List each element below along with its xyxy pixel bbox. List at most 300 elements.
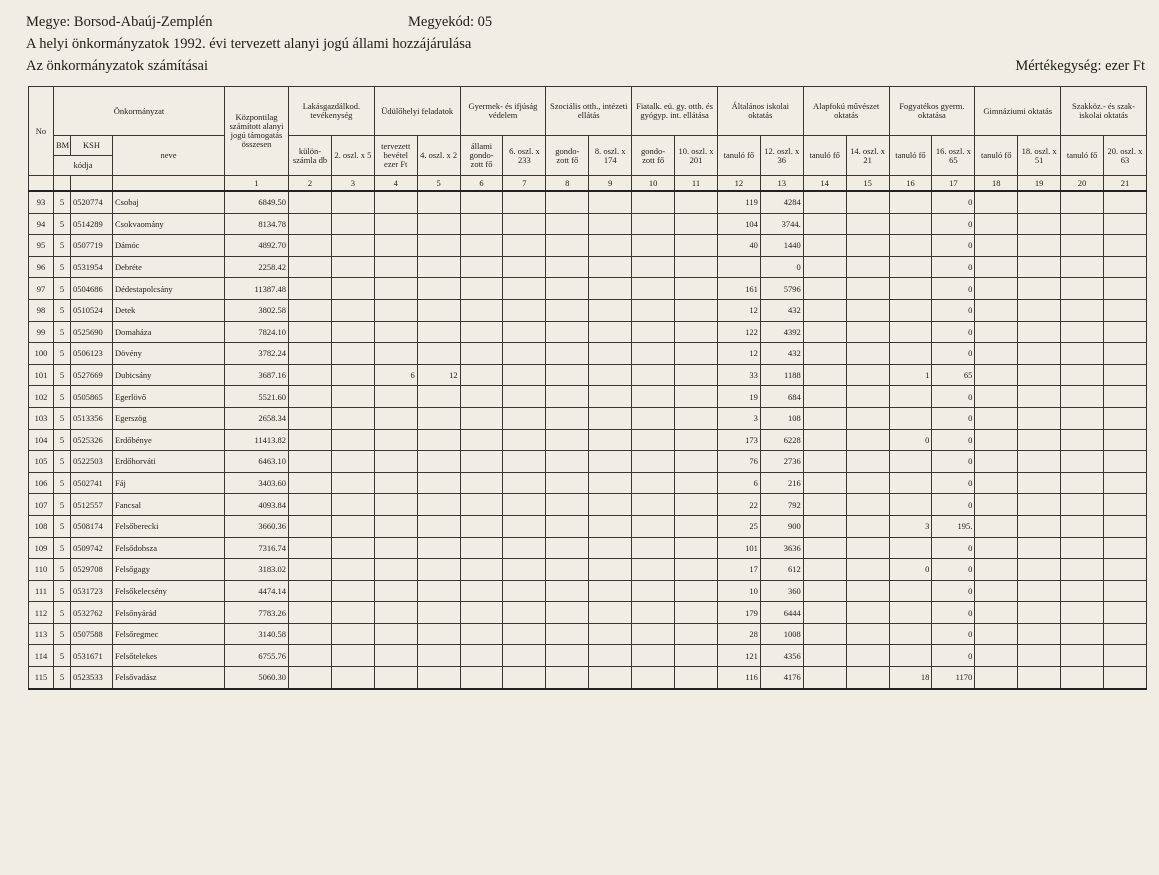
bm-code: 5 <box>54 580 71 602</box>
value-cell <box>846 667 889 689</box>
table-row <box>29 191 1147 213</box>
value-cell <box>374 429 417 451</box>
table-row <box>29 515 1147 537</box>
value-cell <box>289 321 332 343</box>
value-cell <box>546 429 589 451</box>
table-row <box>29 537 1147 559</box>
municipality-name: Fancsal <box>113 494 225 516</box>
value-cell <box>331 623 374 645</box>
value-cell <box>803 256 846 278</box>
value-cell <box>374 191 417 213</box>
value-cell <box>1018 256 1061 278</box>
value-cell <box>374 386 417 408</box>
table-row <box>29 451 1147 473</box>
ksh-code: 0508174 <box>71 515 113 537</box>
value-cell <box>460 537 503 559</box>
value-cell <box>803 580 846 602</box>
value-cell <box>289 559 332 581</box>
value-cell <box>331 213 374 235</box>
value-cell <box>546 515 589 537</box>
bm-code: 5 <box>54 494 71 516</box>
value-cell <box>846 645 889 667</box>
bm-code: 5 <box>54 623 71 645</box>
value-cell <box>460 213 503 235</box>
row-number: 101 <box>29 364 54 386</box>
value-cell: 0 <box>932 602 975 624</box>
value-cell <box>546 278 589 300</box>
bm-code: 5 <box>54 537 71 559</box>
value-cell: 0 <box>932 299 975 321</box>
value-cell <box>803 645 846 667</box>
value-cell: 0 <box>932 580 975 602</box>
column-number: 16 <box>889 176 932 192</box>
value-cell <box>589 343 632 365</box>
value-cell <box>1104 602 1147 624</box>
header-onkormanyzat: Önkormányzat <box>54 87 225 136</box>
header-group: Alapfokú művészet oktatás <box>803 87 889 136</box>
value-cell <box>460 429 503 451</box>
value-cell <box>846 515 889 537</box>
value-cell <box>417 386 460 408</box>
municipality-name: Dövény <box>113 343 225 365</box>
value-cell <box>675 667 718 689</box>
value-cell: 0 <box>932 559 975 581</box>
value-cell <box>846 494 889 516</box>
table-row <box>29 407 1147 429</box>
subheader: gondo- zott fő <box>546 136 589 176</box>
value-cell <box>1061 364 1104 386</box>
value-cell <box>460 494 503 516</box>
value-cell: 4356 <box>760 645 803 667</box>
value-cell <box>589 213 632 235</box>
header-neve: neve <box>113 136 225 176</box>
header-bm: BM <box>54 136 71 156</box>
value-cell <box>546 235 589 257</box>
column-number: 13 <box>760 176 803 192</box>
value-cell <box>846 537 889 559</box>
value-cell <box>846 299 889 321</box>
value-cell: 0 <box>932 537 975 559</box>
header-group: Általános iskolai oktatás <box>717 87 803 136</box>
value-cell <box>675 407 718 429</box>
value-cell <box>503 451 546 473</box>
total-value: 7824.10 <box>225 321 289 343</box>
column-number: 3 <box>331 176 374 192</box>
value-cell <box>1061 191 1104 213</box>
value-cell: 65 <box>932 364 975 386</box>
value-cell <box>975 602 1018 624</box>
value-cell <box>1104 407 1147 429</box>
value-cell <box>1104 515 1147 537</box>
total-value: 11387.48 <box>225 278 289 300</box>
value-cell <box>803 623 846 645</box>
value-cell <box>331 667 374 689</box>
value-cell: 0 <box>932 256 975 278</box>
value-cell <box>417 537 460 559</box>
value-cell <box>846 235 889 257</box>
value-cell <box>632 429 675 451</box>
value-cell <box>589 667 632 689</box>
ksh-code: 0527669 <box>71 364 113 386</box>
value-cell <box>546 407 589 429</box>
value-cell <box>975 515 1018 537</box>
municipality-name: Felsőberecki <box>113 515 225 537</box>
value-cell <box>417 235 460 257</box>
value-cell <box>589 602 632 624</box>
value-cell <box>417 213 460 235</box>
value-cell <box>589 235 632 257</box>
value-cell <box>975 451 1018 473</box>
value-cell <box>460 321 503 343</box>
subheader: 4. oszl. x 2 <box>417 136 460 176</box>
total-value: 4892.70 <box>225 235 289 257</box>
value-cell <box>889 278 932 300</box>
value-cell <box>289 515 332 537</box>
row-number: 98 <box>29 299 54 321</box>
value-cell <box>675 429 718 451</box>
value-cell <box>975 537 1018 559</box>
municipality-name: Dubicsány <box>113 364 225 386</box>
value-cell <box>1061 235 1104 257</box>
value-cell <box>803 667 846 689</box>
value-cell <box>331 494 374 516</box>
value-cell <box>546 559 589 581</box>
header-group: Lakásgazdálkod. tevékenység <box>289 87 375 136</box>
value-cell <box>846 559 889 581</box>
column-number: 20 <box>1061 176 1104 192</box>
county-label: Megye: Borsod-Abaúj-Zemplén <box>26 14 213 30</box>
value-cell: 0 <box>932 343 975 365</box>
value-cell: 40 <box>717 235 760 257</box>
value-cell <box>846 580 889 602</box>
value-cell <box>1061 623 1104 645</box>
value-cell <box>503 667 546 689</box>
value-cell <box>331 299 374 321</box>
value-cell <box>331 602 374 624</box>
value-cell <box>289 494 332 516</box>
municipality-name: Egerlövő <box>113 386 225 408</box>
value-cell <box>889 407 932 429</box>
value-cell <box>331 321 374 343</box>
total-value: 3660.36 <box>225 515 289 537</box>
row-number: 106 <box>29 472 54 494</box>
value-cell: 216 <box>760 472 803 494</box>
value-cell: 22 <box>717 494 760 516</box>
ksh-code: 0509742 <box>71 537 113 559</box>
row-number: 99 <box>29 321 54 343</box>
header-group: Gyermek- és ifjúság védelem <box>460 87 546 136</box>
value-cell <box>675 364 718 386</box>
value-cell <box>632 602 675 624</box>
value-cell <box>503 580 546 602</box>
ksh-code: 0512557 <box>71 494 113 516</box>
value-cell <box>1018 623 1061 645</box>
value-cell: 0 <box>932 321 975 343</box>
value-cell <box>632 407 675 429</box>
value-cell <box>803 451 846 473</box>
value-cell <box>846 343 889 365</box>
total-value: 5060.30 <box>225 667 289 689</box>
bm-code: 5 <box>54 451 71 473</box>
value-cell <box>975 472 1018 494</box>
value-cell <box>675 343 718 365</box>
value-cell <box>975 235 1018 257</box>
value-cell: 25 <box>717 515 760 537</box>
bm-code: 5 <box>54 515 71 537</box>
value-cell <box>1061 386 1104 408</box>
value-cell <box>675 191 718 213</box>
value-cell: 0 <box>932 494 975 516</box>
value-cell <box>1104 256 1147 278</box>
total-value: 3183.02 <box>225 559 289 581</box>
value-cell <box>374 343 417 365</box>
value-cell <box>331 645 374 667</box>
subheader: tanuló fő <box>803 136 846 176</box>
value-cell: 612 <box>760 559 803 581</box>
value-cell <box>889 343 932 365</box>
value-cell <box>289 580 332 602</box>
column-number: 21 <box>1104 176 1147 192</box>
value-cell: 4392 <box>760 321 803 343</box>
value-cell <box>803 494 846 516</box>
header-group: Szakköz.- és szak- iskolai oktatás <box>1061 87 1147 136</box>
value-cell <box>374 494 417 516</box>
value-cell <box>417 256 460 278</box>
value-cell <box>460 515 503 537</box>
value-cell <box>331 278 374 300</box>
value-cell <box>846 191 889 213</box>
table-row <box>29 343 1147 365</box>
municipality-name: Csobaj <box>113 191 225 213</box>
value-cell <box>632 364 675 386</box>
value-cell: 792 <box>760 494 803 516</box>
value-cell <box>503 645 546 667</box>
value-cell: 0 <box>932 429 975 451</box>
value-cell <box>889 602 932 624</box>
column-number: 19 <box>1018 176 1061 192</box>
value-cell: 432 <box>760 343 803 365</box>
value-cell <box>1104 537 1147 559</box>
value-cell: 195. <box>932 515 975 537</box>
value-cell <box>1018 451 1061 473</box>
value-cell <box>1104 321 1147 343</box>
value-cell <box>1104 299 1147 321</box>
bm-code: 5 <box>54 343 71 365</box>
column-number: 10 <box>632 176 675 192</box>
value-cell <box>589 278 632 300</box>
value-cell <box>331 580 374 602</box>
value-cell <box>546 213 589 235</box>
ksh-code: 0531954 <box>71 256 113 278</box>
value-cell <box>289 602 332 624</box>
value-cell <box>503 343 546 365</box>
header-group: Fogyatékos gyerm. oktatása <box>889 87 975 136</box>
column-number: 15 <box>846 176 889 192</box>
value-cell <box>1018 386 1061 408</box>
value-cell <box>632 321 675 343</box>
value-cell <box>1104 667 1147 689</box>
value-cell <box>632 580 675 602</box>
value-cell <box>289 407 332 429</box>
value-cell <box>589 256 632 278</box>
total-value: 3403.60 <box>225 472 289 494</box>
value-cell <box>803 321 846 343</box>
value-cell <box>503 537 546 559</box>
municipality-name: Debréte <box>113 256 225 278</box>
value-cell <box>803 191 846 213</box>
value-cell: 0 <box>932 407 975 429</box>
value-cell <box>632 537 675 559</box>
value-cell <box>675 451 718 473</box>
value-cell <box>503 321 546 343</box>
value-cell <box>289 191 332 213</box>
value-cell <box>374 321 417 343</box>
column-number: 1 <box>225 176 289 192</box>
value-cell <box>675 386 718 408</box>
value-cell <box>546 623 589 645</box>
value-cell: 4176 <box>760 667 803 689</box>
value-cell <box>1104 429 1147 451</box>
value-cell <box>417 559 460 581</box>
value-cell <box>889 537 932 559</box>
ksh-code: 0513356 <box>71 407 113 429</box>
value-cell <box>889 256 932 278</box>
value-cell <box>675 515 718 537</box>
value-cell <box>717 256 760 278</box>
value-cell <box>589 451 632 473</box>
value-cell <box>374 213 417 235</box>
value-cell <box>1018 429 1061 451</box>
value-cell <box>417 623 460 645</box>
total-value: 2658.34 <box>225 407 289 429</box>
column-number: 7 <box>503 176 546 192</box>
value-cell <box>589 537 632 559</box>
value-cell <box>417 321 460 343</box>
value-cell <box>331 472 374 494</box>
ksh-code: 0505865 <box>71 386 113 408</box>
value-cell: 104 <box>717 213 760 235</box>
total-value: 3140.58 <box>225 623 289 645</box>
value-cell: 18 <box>889 667 932 689</box>
value-cell <box>589 321 632 343</box>
row-number: 105 <box>29 451 54 473</box>
row-number: 100 <box>29 343 54 365</box>
value-cell <box>460 451 503 473</box>
value-cell <box>889 623 932 645</box>
value-cell: 173 <box>717 429 760 451</box>
municipality-name: Felsőregmec <box>113 623 225 645</box>
value-cell <box>417 472 460 494</box>
value-cell <box>1018 472 1061 494</box>
table-row <box>29 321 1147 343</box>
value-cell: 0 <box>932 235 975 257</box>
header-group: Üdülőhelyi feladatok <box>374 87 460 136</box>
bm-code: 5 <box>54 559 71 581</box>
header-group: Szociális otth., intézeti ellátás <box>546 87 632 136</box>
subheader: 18. oszl. x 51 <box>1018 136 1061 176</box>
value-cell: 1188 <box>760 364 803 386</box>
subheader: tanuló fő <box>975 136 1018 176</box>
value-cell <box>632 559 675 581</box>
total-value: 4474.14 <box>225 580 289 602</box>
value-cell <box>803 515 846 537</box>
row-number: 111 <box>29 580 54 602</box>
value-cell: 0 <box>932 623 975 645</box>
value-cell: 0 <box>889 559 932 581</box>
value-cell <box>417 191 460 213</box>
value-cell <box>503 515 546 537</box>
row-number: 103 <box>29 407 54 429</box>
total-value: 6755.76 <box>225 645 289 667</box>
value-cell <box>846 386 889 408</box>
value-cell <box>289 235 332 257</box>
header-group: Fiatalk. eü. gy. otth. és gyógyp. int. ellátása <box>632 87 718 136</box>
value-cell <box>589 386 632 408</box>
value-cell <box>417 407 460 429</box>
value-cell <box>803 537 846 559</box>
municipality-name: Fáj <box>113 472 225 494</box>
colnum-cell <box>29 176 54 192</box>
value-cell: 684 <box>760 386 803 408</box>
row-number: 115 <box>29 667 54 689</box>
value-cell <box>546 364 589 386</box>
subheader: 2. oszl. x 5 <box>331 136 374 176</box>
value-cell <box>589 407 632 429</box>
bm-code: 5 <box>54 472 71 494</box>
value-cell <box>546 386 589 408</box>
subheader: külön- számla db <box>289 136 332 176</box>
row-number: 93 <box>29 191 54 213</box>
table-row <box>29 580 1147 602</box>
value-cell <box>889 191 932 213</box>
value-cell <box>460 386 503 408</box>
value-cell <box>546 256 589 278</box>
value-cell <box>803 407 846 429</box>
row-number: 108 <box>29 515 54 537</box>
value-cell <box>1018 407 1061 429</box>
value-cell <box>675 623 718 645</box>
value-cell <box>803 386 846 408</box>
ksh-code: 0531671 <box>71 645 113 667</box>
ksh-code: 0532762 <box>71 602 113 624</box>
value-cell <box>632 278 675 300</box>
value-cell <box>503 494 546 516</box>
value-cell <box>975 559 1018 581</box>
value-cell <box>1018 343 1061 365</box>
value-cell <box>1061 321 1104 343</box>
value-cell <box>1018 213 1061 235</box>
value-cell: 900 <box>760 515 803 537</box>
value-cell <box>803 213 846 235</box>
value-cell <box>460 559 503 581</box>
value-cell <box>289 667 332 689</box>
column-number: 8 <box>546 176 589 192</box>
table-row <box>29 213 1147 235</box>
value-cell <box>374 278 417 300</box>
value-cell <box>460 299 503 321</box>
value-cell <box>1061 429 1104 451</box>
value-cell <box>975 299 1018 321</box>
bm-code: 5 <box>54 213 71 235</box>
value-cell <box>846 321 889 343</box>
table-row <box>29 278 1147 300</box>
row-number: 96 <box>29 256 54 278</box>
ksh-code: 0507719 <box>71 235 113 257</box>
subheader: állami gondo- zott fő <box>460 136 503 176</box>
value-cell <box>975 256 1018 278</box>
value-cell <box>632 645 675 667</box>
value-cell: 1440 <box>760 235 803 257</box>
